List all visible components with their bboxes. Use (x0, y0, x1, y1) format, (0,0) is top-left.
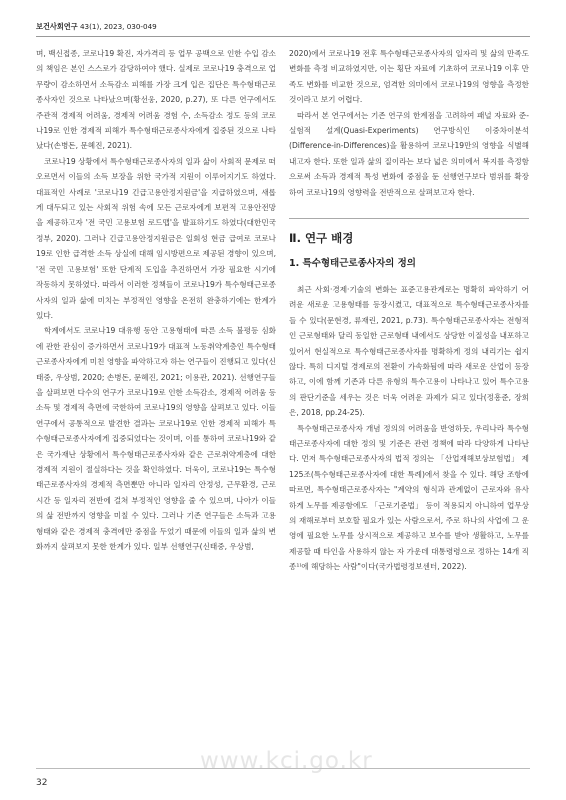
left-column (36, 46, 276, 554)
running-header (36, 22, 157, 32)
paragraph: 따라서 본 연구에서는 기존 연구의 한계점을 고려하여 패널 자료와 준-실험적 설계(Quasi-Experiments) 연구방식인 이중차이분석(Difference-in-Differences)을 활용하여 코로나19만의 영향을 식별해내고자 한다. 또한 일과 삶의 질이라는 보다 넓은 의미에서 복지를 측정함으로써 소득과 경제적 특성 변화에 중점을 둔 선행연구보다 범위를 확장하여 코로나19의 영향력을 전반적으로 살펴보고자 한다. (289, 110, 529, 197)
paragraph: 2020)에서 코로나19 전후 특수형태근로종사자의 일자리 및 삶의 만족도 변화를 측정 비교하였지만, 이는 횡단 자료에 기초하여 코로나19 이후 만족도 변화를 비교한 것으로, 엄격한 의미에서 코로나19의 영향을 측정한 것이라고 보기 어렵다. (289, 49, 529, 105)
paragraph: 최근 사회·경제·기술의 변화는 표준고용관계로는 명확히 파악하기 어려운 새로운 고용형태를 등장시켰고, 대표적으로 특수형태근로종사자를 들 수 있다(문현경, 류재린, 2021, p.73). 특수형태근로종사자는 전형적인 근로형태와 달리 동일한 근로형태 내에서도 상당한 이질성을 내포하고 있어서 현실적으로 특수형태근로종사자를 명확하게 정의 내리기는 쉽지 않다. 특히 디지털 경제로의 전환이 가속화됨에 따라 새로운 산업이 등장하고, 이에 함께 기존과 다른 유형의 특수고용이 나타나고 있어 특수고용의 판단기준을 세우는 것은 더욱 어려운 과제가 되고 있다(정흥준, 장희은, 2018, pp.24-25). (289, 284, 529, 418)
watermark: www.kci.go.kr (200, 748, 373, 774)
paragraph: 특수형태근로종사자 개념 정의의 어려움을 반영하듯, 우리나라 특수형태근로종사자에 대한 정의 및 기준은 관련 정책에 따라 다양하게 나타난다. 먼저 특수형태근로종사자의 법적 정의는 「산업재해보상보험법」 제125조(특수형태근로종사자에 대한 특례)에서 찾을 수 있다. 해당 조항에 따르면, 특수형태근로종사자는 "계약의 형식과 관계없이 근로자와 유사하게 노무를 제공함에도 「근로기준법」 등이 적용되지 아니하여 업무상의 재해로부터 보호할 필요가 있는 사람으로서, 주로 하나의 사업에 그 운영에 필요한 노무를 상시적으로 제공하고 보수를 받아 생활하고, 노무를 제공할 때 타인을 사용하지 않는 자 가운데 대통령령으로 정하는 14개 직종¹⁾에 해당하는 사람"이다(국가법령정보센터, 2022). (289, 423, 529, 572)
section-title: Ⅱ. 연구 배경 (289, 231, 354, 246)
paragraph: 며, 백신접종, 코로나19 확진, 자가격리 등 업무 공백으로 인한 수입 감소의 책임은 본인 스스로가 감당하여야 했다. 실제로 코로나19 충격으로 업무량이 감소하면서 소득감소 피해를 가장 크게 입은 집단은 특수형태근로종사자인 것으로 나타났으며(황선웅, 2020, p.27), 또 다른 연구에서도 주관적 경제적 어려움, 경제적 어려움 경험 수, 소득감소 정도 등의 코로나19로 인한 경제적 피해가 특수형태근로종사자에게 집중된 것으로 나타났다(손병돈, 문혜진, 2021). (36, 49, 276, 151)
page-number: 32 (36, 778, 48, 788)
paragraph: 코로나19 상황에서 특수형태근로종사자의 일과 삶이 사회적 문제로 떠오르면서 이들의 소득 보장을 위한 국가적 지원이 이루어지기도 하였다. 대표적인 사례로 '코로나19 긴급고용안정지원금'을 지급하였으며, 새롭게 대두되고 있는 사회적 위험 속에 모든 근로자에게 보편적 고용안전망을 제공하고자 '전 국민 고용보험 로드맵'을 발표하기도 하였다(대한민국 정부, 2020). 그러나 긴급고용안정지원금은 일회성 현금 급여로 코로나19로 인한 급격한 소득 상실에 대해 임시방편으로 제공된 경향이 있으며, '전 국민 고용보험' 또한 단계적 도입을 추진하면서 가장 필요한 시기에 작동하지 못하였다. 따라서 이러한 정책들이 코로나19가 특수형태근로종사자의 일과 삶에 미치는 부정적인 영향을 온전히 완충하기에는 한계가 있다. (36, 156, 276, 320)
journal-name: 보건사회연구 (36, 22, 78, 31)
footer-divider (36, 768, 530, 769)
subsection-title: 1. 특수형태근로종사자의 정의 (289, 258, 416, 270)
right-column (289, 46, 529, 575)
header-divider (36, 36, 530, 37)
journal-issue: 43(1), 2023, 030-049 (77, 22, 157, 31)
paragraph: 학계에서도 코로나19 대유행 동안 고용형태에 따른 소득 불평등 심화에 관한 관심이 증가하면서 코로나19가 대표적 노동취약계층인 특수형태근로종사자에게 미친 영향을 파악하고자 하는 연구들이 진행되고 있다(신태중, 우상범, 2020; 손병돈, 문혜진, 2021; 이용관, 2021). 선행연구들을 살펴보면 다수의 연구가 코로나19로 인한 소득감소, 경제적 어려움 등 소득 및 경제적 측면에 국한하여 코로나19의 영향을 살펴보고 있다. 이들 연구에서 공통적으로 발견한 결과는 코로나19로 인한 경제적 피해가 특수형태근로종사자에게 집중되었다는 것이며, 이를 통하여 코로나19와 같은 국가재난 상황에서 특수형태근로종사자와 같은 근로취약계층에 대한 경제적 지원이 절실하다는 것을 확인하였다. 더욱이, 코로나19는 특수형태근로종사자의 경제적 측면뿐만 아니라 일자리 안정성, 근무환경, 근로시간 등 일자리 전반에 걸쳐 부정적인 영향을 줄 수 있으며, 나아가 이들의 삶 전반까지 영향을 미칠 수 있다. 그러나 기존 연구들은 소득과 고용형태와 같은 경제적 충격에만 중점을 두었기 때문에 이들의 일과 삶의 변화까지 살펴보지 못한 한계가 있다. 일부 선행연구(신태중, 우상범, (36, 326, 276, 551)
section-divider (289, 218, 529, 219)
